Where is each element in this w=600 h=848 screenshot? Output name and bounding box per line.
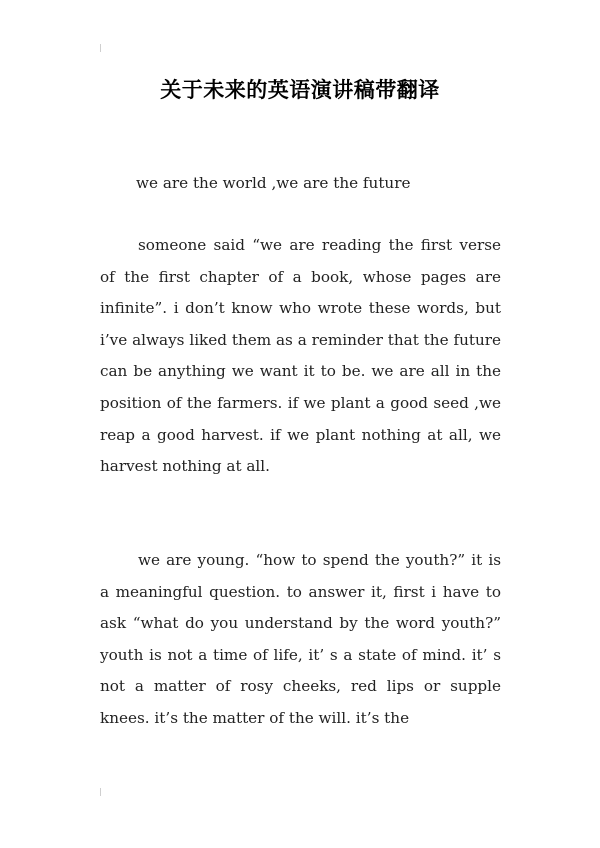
paragraph-1: someone said “we are reading the first verse of the first chapter of a book, whose pages are infinite”. i don’t know who wrote these words, but i’ve always liked them as a reminder that the future can be anything we want it to be. we are all in the position of the farmers. if we plant a good seed ,we reap a good harvest. if we plant nothing at all, we harvest nothing at all.	[100, 236, 501, 476]
page-corner-mark-top	[100, 44, 101, 52]
speech-subtitle: we are the world ,we are the future	[136, 174, 411, 192]
page-corner-mark-bottom	[100, 788, 101, 796]
document-title: 关于未来的英语演讲稿带翻译	[160, 78, 440, 102]
paragraph-2: we are young. “how to spend the youth?” it is a meaningful question. to answer it, first i have to ask “what do you understand by the word youth?” youth is not a time of life, it’ s a state of mind. it’ s not a matter of rosy cheeks, red lips or supple knees. it’s the matter of the will. it’s the	[100, 551, 501, 727]
